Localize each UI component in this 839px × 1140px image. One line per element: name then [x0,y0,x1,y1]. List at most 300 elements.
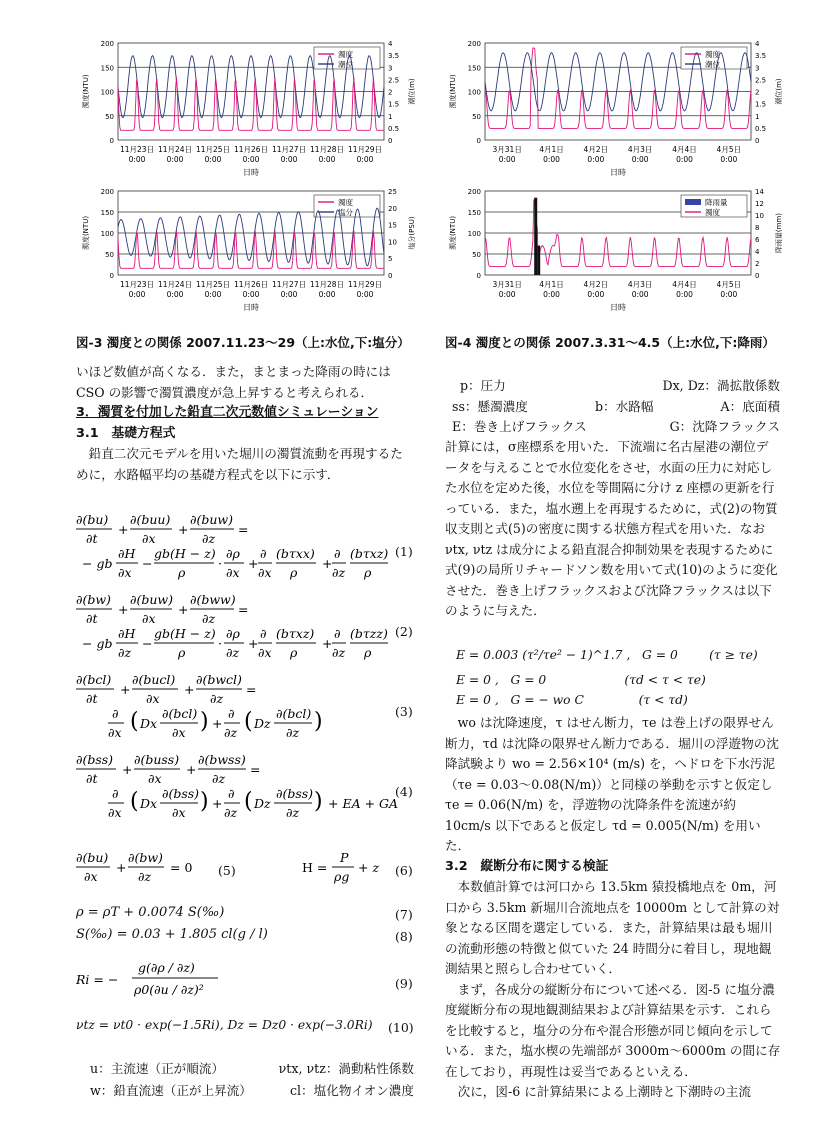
fig4-caption: 図-4 濁度との関係 2007.3.31〜4.5（上:水位,下:降雨） [445,335,775,350]
eq-number-8: (8) [395,929,413,944]
xtick-date: 4月4日 [672,145,697,154]
svg-text:+: + [120,682,131,697]
svg-text:+: + [122,762,133,777]
ytick-left: 50 [105,251,114,259]
svg-text:∂z: ∂z [212,771,226,786]
svg-text:): ) [314,709,323,734]
svg-text:∂H: ∂H [118,546,136,561]
svg-text:ρ: ρ [290,565,298,580]
svg-text:∂: ∂ [228,706,235,721]
rain-bar [537,246,540,275]
ytick-left: 100 [467,88,481,97]
svg-text:∂z: ∂z [332,565,346,580]
svg-text:+ EA + GA: + EA + GA [328,796,399,811]
xtick-date: 11月26日 [233,145,269,154]
ytick-right: 4 [755,40,760,48]
ytick-left: 50 [472,251,481,259]
ytick-right: 0 [755,137,760,145]
equation-7: ρ = ρT + 0.0074 S(‰) [76,905,225,920]
svg-text:+: + [322,636,333,651]
equation-1 [76,512,388,580]
ytick-right: 1.5 [388,100,400,109]
svg-text:∂ρ: ∂ρ [226,626,240,641]
svg-text:(: ( [130,789,139,814]
svg-text:∂x: ∂x [108,725,122,740]
symbol-nu: νtx, νtz：渦動粘性係数 [278,1061,414,1076]
symbol-E: E：巻き上げフラックス [452,419,587,434]
svg-text:=: = [238,602,249,617]
svg-text:∂H: ∂H [118,626,136,641]
xtick-date: 11月23日 [119,145,155,154]
xtick-time: 0:00 [280,155,298,164]
svg-text:ρ0(∂u / ∂z)²: ρ0(∂u / ∂z)² [134,982,204,997]
xtick-date: 11月27日 [271,145,307,154]
ytick-left: 150 [100,64,114,73]
ytick-left: 50 [472,112,481,121]
svg-text:∂(bss): ∂(bss) [276,786,314,801]
xtick-date: 3月31日 [492,145,522,154]
svg-text:∂(bwcl): ∂(bwcl) [196,672,242,687]
svg-text:+ z: + z [358,860,380,875]
svg-text:+: + [118,522,129,537]
ylabel-left: 濁度(NTU) [449,215,457,251]
ytick-right: 2 [388,88,393,97]
svg-text:− gb: − gb [82,556,113,571]
ytick-right: 3.5 [755,52,767,61]
section-3-heading: 3．濁質を付加した鉛直二次元数値シミュレーション [76,405,379,420]
svg-text:∂z: ∂z [226,645,240,660]
xtick-date: 4月4日 [672,280,697,289]
svg-text:P: P [340,850,349,865]
equation-8: S(‰) = 0.03 + 1.805 cl(g / l) [76,927,268,942]
ytick-right: 12 [755,200,764,208]
svg-text:= 0: = 0 [170,860,193,875]
eq-number-2: (2) [395,624,413,639]
svg-text:∂z: ∂z [202,531,216,546]
xtick-time: 0:00 [543,155,560,164]
ytick-right: 0.5 [755,124,767,133]
svg-text:∂z: ∂z [138,869,152,884]
section-3-2-heading: 3.2 縦断分布に関する検証 [445,858,609,874]
xtick-date: 11月29日 [347,280,383,289]
svg-text:∂x: ∂x [108,805,122,820]
svg-text:Ri = −: Ri = − [76,972,119,987]
svg-text:∂(bcl): ∂(bcl) [76,672,112,687]
svg-text:∂: ∂ [260,546,267,561]
xtick-time: 0:00 [631,290,649,299]
fig3-caption: 図-3 濁度との関係 2007.11.23〜29（上:水位,下:塩分） [76,335,410,350]
xtick-date: 4月5日 [716,145,742,154]
ytick-right: 14 [755,188,764,196]
svg-text:ρ: ρ [364,565,372,580]
equation-E1: E = 0.003 (τ²/τe² − 1)^1.7 , G = 0 (τ ≥ τe) [456,648,758,662]
equation-2 [76,592,388,660]
equation-E2: E = 0 , G = 0 (τd < τ < τe) [456,673,706,687]
xtick-date: 4月5日 [716,280,742,289]
xtick-date: 11月26日 [233,280,269,289]
chart-fig3-bottom [78,183,420,315]
svg-text:+: + [212,796,223,811]
xtick-time: 0:00 [204,290,222,299]
svg-text:∂x: ∂x [84,869,98,884]
legend-label: 潮位 [338,60,353,69]
xtick-time: 0:00 [631,155,649,164]
svg-text:∂: ∂ [334,546,341,561]
ytick-right: 2.5 [388,76,400,85]
symbol-p: p：圧力 [460,378,506,393]
equations-1-4 [76,510,414,840]
symbol-A: A：底面積 [720,399,780,414]
svg-text:∂(bw): ∂(bw) [76,592,111,607]
svg-text:): ) [314,789,323,814]
svg-text:∂: ∂ [112,706,119,721]
svg-text:·: · [218,636,222,651]
svg-text:−: − [142,636,153,651]
xlabel: 日時 [243,168,259,177]
intro-text: いほど数値が高くなる．また，まとまった降雨の時には CSO の影響で濁質濃度が急上昇すると考えられる． [76,364,391,400]
legend-label: 濁度 [705,50,720,59]
svg-text:∂: ∂ [112,786,119,801]
svg-text:gb(H − z): gb(H − z) [154,546,216,561]
svg-text:∂(bww): ∂(bww) [190,592,236,607]
ylabel-right: 降雨量(mm) [775,212,783,254]
svg-text:+: + [118,602,129,617]
ytick-right: 5 [388,255,393,264]
svg-text:∂(buu): ∂(buu) [130,512,171,527]
ytick-left: 0 [476,137,481,145]
ytick-left: 0 [109,137,114,145]
svg-text:∂z: ∂z [202,611,216,626]
svg-text:∂(bucl): ∂(bucl) [132,672,176,687]
ytick-left: 100 [100,230,114,238]
eq-number-5: (5) [218,863,236,878]
ylabel-left: 濁度(NTU) [449,74,457,109]
section-3-1-heading: 3.1 基礎方程式 [76,425,176,441]
svg-text:Dz: Dz [254,796,271,811]
symbol-w: w：鉛直流速（正が上昇流） [90,1083,252,1098]
rain-bar [534,198,537,275]
ytick-right: 3 [388,64,393,73]
right-column-top [445,437,781,622]
svg-text:∂z: ∂z [224,805,238,820]
svg-text:Dz: Dz [254,716,271,731]
svg-text:− gb: − gb [82,636,113,651]
svg-text:Dx: Dx [140,716,158,731]
ylabel-right: 潮位(m) [775,78,783,105]
svg-text:+: + [184,682,195,697]
eq-number-4: (4) [395,784,413,799]
equation-E3: E = 0 , G = − wo C (τ < τd) [456,693,688,707]
xtick-time: 0:00 [720,155,738,164]
svg-text:∂(bw): ∂(bw) [128,850,163,865]
equation-10: νtz = νt0 · exp(−1.5Ri), Dz = Dz0 · exp(−3.0Ri) [76,1018,373,1032]
svg-text:∂(buw): ∂(buw) [190,512,233,527]
xtick-time: 0:00 [204,155,222,164]
xtick-time: 0:00 [166,155,184,164]
ytick-left: 150 [100,209,114,217]
ytick-left: 100 [100,88,114,97]
svg-text:gb(H − z): gb(H − z) [154,626,216,641]
ytick-right: 1 [388,112,393,121]
svg-text:): ) [200,709,209,734]
ytick-right: 4 [388,40,393,48]
ytick-left: 200 [467,40,481,48]
legend-label: 濁度 [338,50,353,59]
eq-number-7: (7) [395,907,413,922]
symbol-row-p [460,375,780,394]
svg-text:∂t: ∂t [86,611,98,626]
right-column-bottom [445,713,781,1103]
ytick-right: 25 [388,188,397,196]
svg-text:∂(buss): ∂(buss) [134,752,180,767]
svg-text:∂z: ∂z [286,805,300,820]
svg-text:(bτxz): (bτxz) [350,546,389,561]
svg-text:(: ( [130,709,139,734]
svg-text:∂t: ∂t [86,691,98,706]
svg-text:∂x: ∂x [142,611,156,626]
legend-label: 潮位 [705,60,720,69]
xtick-date: 4月3日 [627,145,653,154]
svg-text:∂t: ∂t [86,771,98,786]
svg-text:∂(bss): ∂(bss) [76,752,114,767]
svg-text:∂t: ∂t [86,531,98,546]
paragraph-sigma: 計算には，σ座標系を用いた．下流端に名古屋港の潮位データを与えることで水位変化をさせ，水面の圧力に対応した水位を定めた後，水位を等間隔に分け z 座標の更新を行っている．また，塩水遡上を再現するために，式(2)の物質収支則と式(5)の密度に関する状態方程式を用いた．なお νtx, νtz は成分による鉛直混合抑制効果を表現するために式(9)の局所リチャードソン数を用いて式(10)のように変化させた．巻き上げフラックスおよび沈降フラックスは以下のように与えた． [445,439,778,618]
svg-text:∂(bss): ∂(bss) [162,786,200,801]
svg-text:∂z: ∂z [118,645,132,660]
xtick-date: 3月31日 [492,280,522,289]
xtick-date: 11月24日 [157,280,193,289]
xtick-time: 0:00 [587,155,605,164]
legend-swatch [685,199,701,205]
paragraph-salinity: まず，各成分の縦断分布について述べる．図-5 に塩分濃度縦断分布の現地観測結果および計算結果を示す．これらを比較すると，塩分の分布や混合形態が同じ傾向を示している．また，塩水楔の先端部が 3000m〜6000m の間に存在しており，再現性は妥当であるといえる． [445,981,781,1079]
ytick-left: 200 [467,188,481,196]
xtick-date: 4月2日 [583,280,609,289]
svg-text:+: + [212,716,223,731]
ytick-right: 15 [388,221,397,230]
ytick-left: 200 [100,40,114,48]
xtick-time: 0:00 [587,290,605,299]
xtick-date: 4月2日 [583,145,609,154]
xtick-time: 0:00 [280,290,298,299]
svg-text:=: = [250,762,261,777]
svg-text:ρg: ρg [334,869,350,884]
legend-label: 濁度 [705,208,720,217]
symbol-row-u [90,1058,414,1077]
ytick-right: 1 [755,112,760,121]
svg-text:−: − [142,556,153,571]
svg-text:ρ: ρ [178,565,186,580]
svg-text:+: + [178,522,189,537]
ytick-right: 0 [388,137,393,145]
svg-text:+: + [248,636,259,651]
equation-9 [76,958,336,1008]
svg-text:+: + [248,556,259,571]
ytick-right: 4 [755,248,760,256]
chart-fig4-top [445,35,787,180]
ytick-right: 2.5 [755,76,767,85]
xtick-time: 0:00 [128,155,146,164]
xtick-date: 11月28日 [309,280,345,289]
ytick-right: 2 [755,260,760,268]
svg-text:∂(buw): ∂(buw) [130,592,173,607]
ytick-right: 10 [388,238,397,247]
xtick-time: 0:00 [676,290,693,299]
xtick-time: 0:00 [242,155,260,164]
ytick-right: 0 [755,272,760,280]
chart-fig3-top [78,35,420,180]
svg-text:∂(bu): ∂(bu) [76,512,109,527]
svg-text:∂z: ∂z [224,725,238,740]
svg-text:∂z: ∂z [210,691,224,706]
svg-text:∂x: ∂x [258,565,272,580]
xtick-time: 0:00 [356,155,374,164]
equation-4 [76,752,398,820]
svg-text:(bτxz): (bτxz) [276,626,315,641]
xtick-time: 0:00 [242,290,260,299]
xtick-time: 0:00 [128,290,146,299]
ytick-left: 0 [109,272,114,280]
svg-text:∂x: ∂x [146,691,160,706]
ytick-right: 3.5 [388,52,400,61]
xtick-date: 11月25日 [195,280,231,289]
xtick-date: 11月23日 [119,280,155,289]
svg-text:∂: ∂ [228,786,235,801]
xtick-time: 0:00 [676,155,693,164]
symbol-G: G：沈降フラックス [669,419,780,434]
xtick-time: 0:00 [166,290,184,299]
ytick-left: 0 [476,272,481,280]
svg-text:∂(bcl): ∂(bcl) [162,706,198,721]
ytick-right: 3 [755,64,760,73]
left-column [76,362,414,485]
svg-text:ρ: ρ [178,645,186,660]
xtick-date: 4月1日 [539,280,564,289]
symbol-D: Dx, Dz：渦拡散係数 [662,378,780,393]
ytick-left: 200 [100,188,114,196]
ytick-right: 2 [755,88,760,97]
svg-text:(: ( [244,709,253,734]
eq-number-6: (6) [395,863,413,878]
ytick-right: 6 [755,236,760,244]
ytick-right: 20 [388,204,397,213]
symbol-cl: cl：塩化物イオン濃度 [289,1083,414,1098]
legend-label: 濁度 [338,198,353,207]
eq-number-9: (9) [395,976,413,991]
svg-text:∂: ∂ [260,626,267,641]
svg-text:∂(bu): ∂(bu) [76,850,109,865]
svg-text:ρ: ρ [290,645,298,660]
legend-label: 塩分 [338,208,353,217]
paragraph-basic-eq: 鉛直二次元モデルを用いた堀川の濁質流動を再現するために，水路幅平均の基礎方程式を以下に示す． [76,446,403,482]
ytick-right: 0.5 [388,124,400,133]
eq-number-3: (3) [395,704,413,719]
svg-text:(bτxx): (bτxx) [276,546,315,561]
chart-fig4-bottom [445,183,787,315]
svg-text:(: ( [244,789,253,814]
svg-text:∂ρ: ∂ρ [226,546,240,561]
svg-text:∂z: ∂z [286,725,300,740]
ytick-right: 10 [755,212,764,220]
svg-text:∂x: ∂x [226,565,240,580]
svg-text:∂(bwss): ∂(bwss) [198,752,246,767]
svg-text:Dx: Dx [140,796,158,811]
ylabel-right: 塩分(PSU) [408,216,416,250]
xlabel: 日時 [610,303,626,312]
svg-text:(bτzz): (bτzz) [350,626,388,641]
svg-text:=: = [246,682,257,697]
svg-text:g(∂ρ / ∂z): g(∂ρ / ∂z) [138,960,195,975]
svg-text:∂x: ∂x [258,645,272,660]
xtick-time: 0:00 [356,290,374,299]
svg-text:∂x: ∂x [148,771,162,786]
xtick-time: 0:00 [498,290,516,299]
svg-text:=: = [238,522,249,537]
ytick-right: 1.5 [755,100,767,109]
svg-text:∂x: ∂x [172,805,186,820]
ylabel-right: 潮位(m) [408,78,416,105]
eq-number-1: (1) [395,544,413,559]
symbol-u: u：主流速（正が順流） [90,1061,225,1076]
ylabel-left: 濁度(NTU) [82,215,90,251]
symbol-row-w [90,1080,414,1099]
xtick-time: 0:00 [318,155,336,164]
xtick-date: 4月3日 [627,280,653,289]
svg-text:∂x: ∂x [142,531,156,546]
equation-3 [76,672,323,740]
svg-text:∂: ∂ [334,626,341,641]
svg-text:ρ: ρ [364,645,372,660]
svg-text:·: · [218,556,222,571]
paragraph-domain: 本数値計算では河口から 13.5km 猿投橋地点を 0m，河口から 3.5km 新堀川合流地点を 10000m として計算の対象となる区間を選定している．また，計算結果は最も堀川の流動形態の特徴と似ていた 24 時間分に着目し，現地観測結果と照らし合わせていく． [445,879,780,976]
xtick-date: 11月28日 [309,145,345,154]
paragraph-next: 次に，図-6 に計算結果による上潮時と下潮時の主流 [457,1084,751,1099]
ytick-left: 100 [467,230,481,238]
ytick-left: 50 [105,112,114,121]
svg-text:+: + [178,602,189,617]
equations-5-6 [76,848,414,898]
symbol-b: b：水路幅 [594,399,654,414]
xtick-date: 11月24日 [157,145,193,154]
ytick-left: 150 [467,209,481,217]
xtick-date: 11月27日 [271,280,307,289]
xtick-date: 4月1日 [539,145,564,154]
svg-text:): ) [200,789,209,814]
xlabel: 日時 [243,303,259,312]
ytick-right: 0 [388,272,393,280]
ytick-left: 150 [467,64,481,73]
ylabel-left: 濁度(NTU) [82,74,90,109]
svg-text:∂(bcl): ∂(bcl) [276,706,312,721]
svg-text:+: + [322,556,333,571]
xlabel: 日時 [610,168,626,177]
symbol-row-E [452,416,780,435]
xtick-time: 0:00 [318,290,336,299]
svg-text:∂x: ∂x [118,565,132,580]
xtick-time: 0:00 [498,155,516,164]
xtick-date: 11月25日 [195,145,231,154]
xtick-time: 0:00 [543,290,560,299]
svg-text:H =: H = [302,860,328,875]
xtick-time: 0:00 [720,290,738,299]
symbol-ss: ss：懸濁濃度 [452,399,528,414]
eq-number-10: (10) [388,1020,414,1035]
svg-text:∂z: ∂z [332,645,346,660]
symbol-row-ss [452,396,780,415]
svg-text:+: + [186,762,197,777]
xtick-date: 11月29日 [347,145,383,154]
legend-label: 降雨量 [705,198,728,207]
svg-text:∂x: ∂x [172,725,186,740]
